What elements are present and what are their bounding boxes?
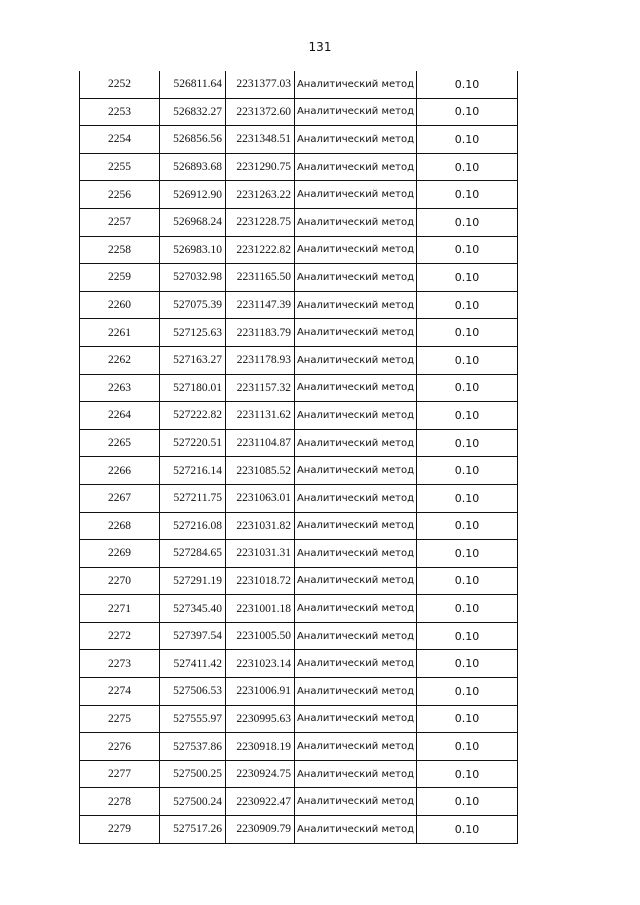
point-number-cell: 2260 bbox=[80, 291, 160, 319]
y-coordinate-cell: 2231031.82 bbox=[226, 512, 295, 540]
accuracy-cell: 0.10 bbox=[417, 402, 518, 430]
x-coordinate-cell: 527411.42 bbox=[160, 650, 226, 678]
accuracy-cell: 0.10 bbox=[417, 264, 518, 292]
y-coordinate-cell: 2230924.75 bbox=[226, 760, 295, 788]
point-number-cell: 2253 bbox=[80, 98, 160, 126]
y-coordinate-cell: 2231372.60 bbox=[226, 98, 295, 126]
x-coordinate-cell: 527345.40 bbox=[160, 595, 226, 623]
y-coordinate-cell: 2231228.75 bbox=[226, 208, 295, 236]
coordinates-table bbox=[79, 71, 518, 844]
table-row bbox=[80, 760, 518, 788]
method-cell: Аналитический метод bbox=[295, 595, 417, 623]
table-row bbox=[80, 678, 518, 706]
x-coordinate-cell: 527075.39 bbox=[160, 291, 226, 319]
method-cell: Аналитический метод bbox=[295, 264, 417, 292]
x-coordinate-cell: 527222.82 bbox=[160, 402, 226, 430]
point-number-cell: 2262 bbox=[80, 346, 160, 374]
accuracy-cell: 0.10 bbox=[417, 346, 518, 374]
y-coordinate-cell: 2231031.31 bbox=[226, 540, 295, 568]
y-coordinate-cell: 2231005.50 bbox=[226, 622, 295, 650]
point-number-cell: 2276 bbox=[80, 733, 160, 761]
method-cell: Аналитический метод bbox=[295, 236, 417, 264]
x-coordinate-cell: 527163.27 bbox=[160, 346, 226, 374]
y-coordinate-cell: 2231001.18 bbox=[226, 595, 295, 623]
x-coordinate-cell: 527284.65 bbox=[160, 540, 226, 568]
point-number-cell: 2265 bbox=[80, 429, 160, 457]
coordinates-table-body bbox=[80, 71, 518, 843]
method-cell: Аналитический метод bbox=[295, 402, 417, 430]
method-cell: Аналитический метод bbox=[295, 567, 417, 595]
point-number-cell: 2271 bbox=[80, 595, 160, 623]
table-row bbox=[80, 71, 518, 98]
y-coordinate-cell: 2231263.22 bbox=[226, 181, 295, 209]
point-number-cell: 2252 bbox=[80, 71, 160, 98]
table-row bbox=[80, 374, 518, 402]
accuracy-cell: 0.10 bbox=[417, 153, 518, 181]
point-number-cell: 2255 bbox=[80, 153, 160, 181]
x-coordinate-cell: 526912.90 bbox=[160, 181, 226, 209]
accuracy-cell: 0.10 bbox=[417, 678, 518, 706]
point-number-cell: 2264 bbox=[80, 402, 160, 430]
y-coordinate-cell: 2231131.62 bbox=[226, 402, 295, 430]
point-number-cell: 2261 bbox=[80, 319, 160, 347]
method-cell: Аналитический метод bbox=[295, 71, 417, 98]
y-coordinate-cell: 2231104.87 bbox=[226, 429, 295, 457]
x-coordinate-cell: 527125.63 bbox=[160, 319, 226, 347]
x-coordinate-cell: 526968.24 bbox=[160, 208, 226, 236]
point-number-cell: 2256 bbox=[80, 181, 160, 209]
y-coordinate-cell: 2230922.47 bbox=[226, 788, 295, 816]
point-number-cell: 2274 bbox=[80, 678, 160, 706]
method-cell: Аналитический метод bbox=[295, 98, 417, 126]
point-number-cell: 2278 bbox=[80, 788, 160, 816]
x-coordinate-cell: 526983.10 bbox=[160, 236, 226, 264]
x-coordinate-cell: 527537.86 bbox=[160, 733, 226, 761]
accuracy-cell: 0.10 bbox=[417, 208, 518, 236]
method-cell: Аналитический метод bbox=[295, 181, 417, 209]
accuracy-cell: 0.10 bbox=[417, 540, 518, 568]
accuracy-cell: 0.10 bbox=[417, 319, 518, 347]
point-number-cell: 2259 bbox=[80, 264, 160, 292]
y-coordinate-cell: 2231183.79 bbox=[226, 319, 295, 347]
table-row bbox=[80, 595, 518, 623]
point-number-cell: 2279 bbox=[80, 816, 160, 844]
point-number-cell: 2267 bbox=[80, 484, 160, 512]
x-coordinate-cell: 527216.08 bbox=[160, 512, 226, 540]
method-cell: Аналитический метод bbox=[295, 126, 417, 154]
table-row bbox=[80, 208, 518, 236]
point-number-cell: 2270 bbox=[80, 567, 160, 595]
y-coordinate-cell: 2231018.72 bbox=[226, 567, 295, 595]
accuracy-cell: 0.10 bbox=[417, 429, 518, 457]
y-coordinate-cell: 2231178.93 bbox=[226, 346, 295, 374]
y-coordinate-cell: 2231222.82 bbox=[226, 236, 295, 264]
x-coordinate-cell: 527216.14 bbox=[160, 457, 226, 485]
point-number-cell: 2263 bbox=[80, 374, 160, 402]
point-number-cell: 2273 bbox=[80, 650, 160, 678]
x-coordinate-cell: 527211.75 bbox=[160, 484, 226, 512]
point-number-cell: 2268 bbox=[80, 512, 160, 540]
method-cell: Аналитический метод bbox=[295, 208, 417, 236]
method-cell: Аналитический метод bbox=[295, 484, 417, 512]
method-cell: Аналитический метод bbox=[295, 705, 417, 733]
table-row bbox=[80, 788, 518, 816]
table-row bbox=[80, 733, 518, 761]
y-coordinate-cell: 2230995.63 bbox=[226, 705, 295, 733]
table-row bbox=[80, 319, 518, 347]
y-coordinate-cell: 2231085.52 bbox=[226, 457, 295, 485]
accuracy-cell: 0.10 bbox=[417, 71, 518, 98]
accuracy-cell: 0.10 bbox=[417, 595, 518, 623]
table-row bbox=[80, 512, 518, 540]
x-coordinate-cell: 527500.24 bbox=[160, 788, 226, 816]
point-number-cell: 2272 bbox=[80, 622, 160, 650]
x-coordinate-cell: 527032.98 bbox=[160, 264, 226, 292]
table-row bbox=[80, 622, 518, 650]
table-row bbox=[80, 126, 518, 154]
accuracy-cell: 0.10 bbox=[417, 760, 518, 788]
table-row bbox=[80, 291, 518, 319]
table-row bbox=[80, 567, 518, 595]
method-cell: Аналитический метод bbox=[295, 457, 417, 485]
method-cell: Аналитический метод bbox=[295, 540, 417, 568]
accuracy-cell: 0.10 bbox=[417, 705, 518, 733]
accuracy-cell: 0.10 bbox=[417, 567, 518, 595]
accuracy-cell: 0.10 bbox=[417, 512, 518, 540]
accuracy-cell: 0.10 bbox=[417, 484, 518, 512]
point-number-cell: 2275 bbox=[80, 705, 160, 733]
accuracy-cell: 0.10 bbox=[417, 622, 518, 650]
y-coordinate-cell: 2231165.50 bbox=[226, 264, 295, 292]
table-row bbox=[80, 429, 518, 457]
table-row bbox=[80, 402, 518, 430]
method-cell: Аналитический метод bbox=[295, 650, 417, 678]
y-coordinate-cell: 2230918.19 bbox=[226, 733, 295, 761]
accuracy-cell: 0.10 bbox=[417, 181, 518, 209]
method-cell: Аналитический метод bbox=[295, 346, 417, 374]
x-coordinate-cell: 527506.53 bbox=[160, 678, 226, 706]
y-coordinate-cell: 2231377.03 bbox=[226, 71, 295, 98]
method-cell: Аналитический метод bbox=[295, 622, 417, 650]
method-cell: Аналитический метод bbox=[295, 512, 417, 540]
table-row bbox=[80, 153, 518, 181]
accuracy-cell: 0.10 bbox=[417, 98, 518, 126]
x-coordinate-cell: 526811.64 bbox=[160, 71, 226, 98]
accuracy-cell: 0.10 bbox=[417, 291, 518, 319]
x-coordinate-cell: 526832.27 bbox=[160, 98, 226, 126]
method-cell: Аналитический метод bbox=[295, 374, 417, 402]
accuracy-cell: 0.10 bbox=[417, 788, 518, 816]
table-row bbox=[80, 264, 518, 292]
accuracy-cell: 0.10 bbox=[417, 733, 518, 761]
method-cell: Аналитический метод bbox=[295, 760, 417, 788]
y-coordinate-cell: 2231290.75 bbox=[226, 153, 295, 181]
table-row bbox=[80, 181, 518, 209]
table-row bbox=[80, 98, 518, 126]
x-coordinate-cell: 527180.01 bbox=[160, 374, 226, 402]
accuracy-cell: 0.10 bbox=[417, 816, 518, 844]
accuracy-cell: 0.10 bbox=[417, 457, 518, 485]
y-coordinate-cell: 2231063.01 bbox=[226, 484, 295, 512]
method-cell: Аналитический метод bbox=[295, 788, 417, 816]
method-cell: Аналитический метод bbox=[295, 816, 417, 844]
accuracy-cell: 0.10 bbox=[417, 650, 518, 678]
point-number-cell: 2257 bbox=[80, 208, 160, 236]
x-coordinate-cell: 526893.68 bbox=[160, 153, 226, 181]
table-row bbox=[80, 816, 518, 844]
table-row bbox=[80, 457, 518, 485]
table-row bbox=[80, 540, 518, 568]
method-cell: Аналитический метод bbox=[295, 678, 417, 706]
x-coordinate-cell: 527397.54 bbox=[160, 622, 226, 650]
method-cell: Аналитический метод bbox=[295, 429, 417, 457]
x-coordinate-cell: 526856.56 bbox=[160, 126, 226, 154]
accuracy-cell: 0.10 bbox=[417, 126, 518, 154]
point-number-cell: 2258 bbox=[80, 236, 160, 264]
x-coordinate-cell: 527555.97 bbox=[160, 705, 226, 733]
table-row bbox=[80, 236, 518, 264]
table-row bbox=[80, 650, 518, 678]
method-cell: Аналитический метод bbox=[295, 319, 417, 347]
x-coordinate-cell: 527291.19 bbox=[160, 567, 226, 595]
y-coordinate-cell: 2231147.39 bbox=[226, 291, 295, 319]
table-row bbox=[80, 346, 518, 374]
table-row bbox=[80, 705, 518, 733]
y-coordinate-cell: 2231023.14 bbox=[226, 650, 295, 678]
point-number-cell: 2254 bbox=[80, 126, 160, 154]
x-coordinate-cell: 527500.25 bbox=[160, 760, 226, 788]
y-coordinate-cell: 2230909.79 bbox=[226, 816, 295, 844]
accuracy-cell: 0.10 bbox=[417, 236, 518, 264]
y-coordinate-cell: 2231348.51 bbox=[226, 126, 295, 154]
table-row bbox=[80, 484, 518, 512]
method-cell: Аналитический метод bbox=[295, 291, 417, 319]
y-coordinate-cell: 2231006.91 bbox=[226, 678, 295, 706]
accuracy-cell: 0.10 bbox=[417, 374, 518, 402]
method-cell: Аналитический метод bbox=[295, 733, 417, 761]
point-number-cell: 2277 bbox=[80, 760, 160, 788]
page-number: 131 bbox=[308, 40, 332, 54]
point-number-cell: 2266 bbox=[80, 457, 160, 485]
x-coordinate-cell: 527517.26 bbox=[160, 816, 226, 844]
method-cell: Аналитический метод bbox=[295, 153, 417, 181]
y-coordinate-cell: 2231157.32 bbox=[226, 374, 295, 402]
x-coordinate-cell: 527220.51 bbox=[160, 429, 226, 457]
point-number-cell: 2269 bbox=[80, 540, 160, 568]
